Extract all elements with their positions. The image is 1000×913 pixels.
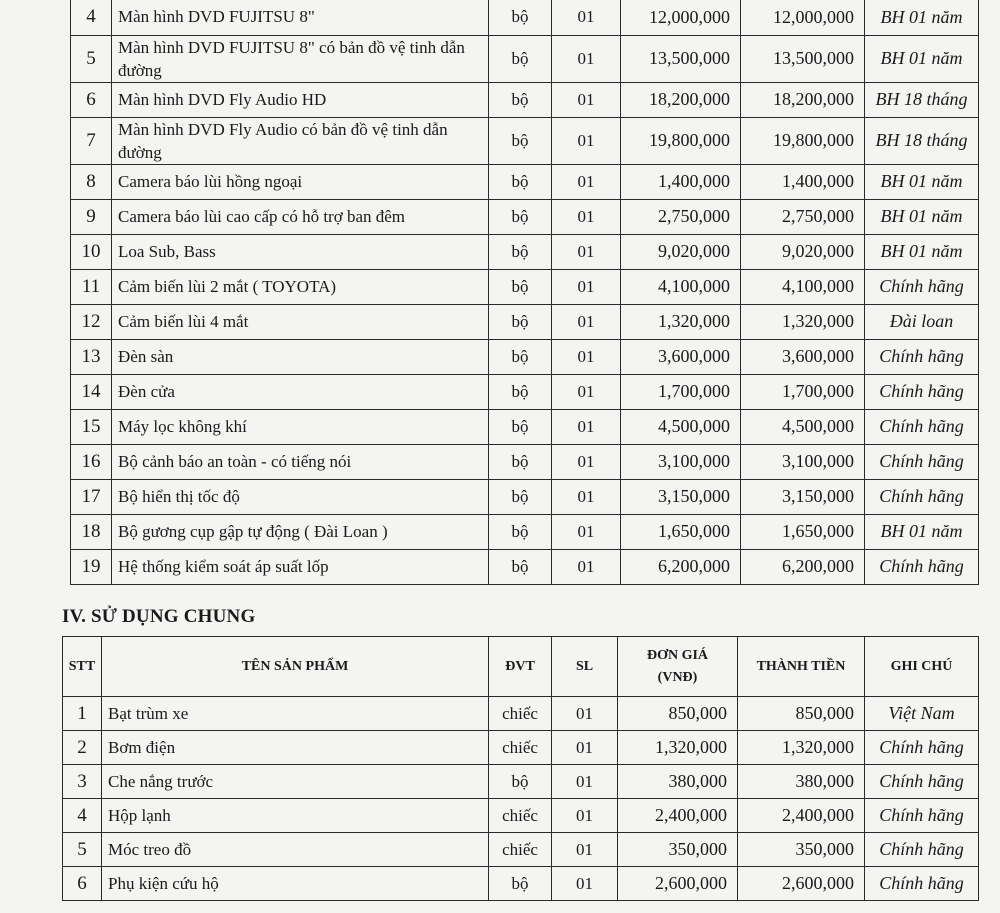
quantity: 01 xyxy=(552,867,618,901)
table-row xyxy=(63,731,979,765)
unit: bộ xyxy=(489,82,552,117)
accessories-table-continued xyxy=(70,0,979,585)
unit-price: 1,650,000 xyxy=(621,514,741,549)
table-row xyxy=(71,234,979,269)
quantity: 01 xyxy=(552,82,621,117)
unit: bộ xyxy=(489,304,552,339)
row-number: 14 xyxy=(71,374,112,409)
quantity: 01 xyxy=(552,444,621,479)
note: Chính hãng xyxy=(865,374,979,409)
note: Chính hãng xyxy=(865,479,979,514)
table-row xyxy=(71,339,979,374)
note: Chính hãng xyxy=(865,409,979,444)
total-price: 2,750,000 xyxy=(741,199,865,234)
table-row xyxy=(71,82,979,117)
total-price: 3,600,000 xyxy=(741,339,865,374)
quantity: 01 xyxy=(552,514,621,549)
table-row xyxy=(71,35,979,82)
row-number: 2 xyxy=(63,731,102,765)
row-number: 4 xyxy=(71,0,112,35)
product-name: Móc treo đồ xyxy=(102,833,489,867)
row-number: 7 xyxy=(71,117,112,164)
unit: bộ xyxy=(489,479,552,514)
quantity: 01 xyxy=(552,374,621,409)
quantity: 01 xyxy=(552,339,621,374)
unit: bộ xyxy=(489,164,552,199)
total-price: 3,150,000 xyxy=(741,479,865,514)
note: Chính hãng xyxy=(865,765,979,799)
quantity: 01 xyxy=(552,697,618,731)
product-name: Bộ cảnh báo an toàn - có tiếng nói xyxy=(112,444,489,479)
unit-price: 6,200,000 xyxy=(621,549,741,584)
unit-price: 3,600,000 xyxy=(621,339,741,374)
row-number: 4 xyxy=(63,799,102,833)
quantity: 01 xyxy=(552,549,621,584)
row-number: 6 xyxy=(63,867,102,901)
note: BH 01 năm xyxy=(865,234,979,269)
unit: bộ xyxy=(489,199,552,234)
product-name: Camera báo lùi hồng ngoại xyxy=(112,164,489,199)
row-number: 9 xyxy=(71,199,112,234)
unit-price: 4,100,000 xyxy=(621,269,741,304)
table-row xyxy=(63,765,979,799)
total-price: 19,800,000 xyxy=(741,117,865,164)
row-number: 13 xyxy=(71,339,112,374)
note: Chính hãng xyxy=(865,269,979,304)
row-number: 12 xyxy=(71,304,112,339)
quantity: 01 xyxy=(552,0,621,35)
table-row xyxy=(71,0,979,35)
unit-price: 9,020,000 xyxy=(621,234,741,269)
header-stt: STT xyxy=(63,637,102,697)
unit-price: 13,500,000 xyxy=(621,35,741,82)
header-unit-price xyxy=(618,637,738,697)
note: BH 18 tháng xyxy=(865,82,979,117)
header-total: THÀNH TIỀN xyxy=(738,637,865,697)
unit: bộ xyxy=(489,269,552,304)
table-row xyxy=(63,697,979,731)
unit: bộ xyxy=(489,234,552,269)
total-price: 380,000 xyxy=(738,765,865,799)
total-price: 1,650,000 xyxy=(741,514,865,549)
total-price: 1,400,000 xyxy=(741,164,865,199)
note: Chính hãng xyxy=(865,444,979,479)
table-row xyxy=(71,514,979,549)
quantity: 01 xyxy=(552,409,621,444)
table-row xyxy=(71,549,979,584)
unit: bộ xyxy=(489,409,552,444)
table-row xyxy=(71,199,979,234)
product-name: Bơm điện xyxy=(102,731,489,765)
unit-price: 850,000 xyxy=(618,697,738,731)
unit-price: 2,600,000 xyxy=(618,867,738,901)
quantity: 01 xyxy=(552,164,621,199)
unit: chiếc xyxy=(489,731,552,765)
quantity: 01 xyxy=(552,117,621,164)
product-name: Màn hình DVD Fly Audio có bản đồ vệ tinh dẫn đường xyxy=(112,117,489,164)
note: Việt Nam xyxy=(865,697,979,731)
header-product-name: TÊN SẢN PHẨM xyxy=(102,637,489,697)
total-price: 1,320,000 xyxy=(741,304,865,339)
table-row xyxy=(63,867,979,901)
note: Chính hãng xyxy=(865,799,979,833)
table-row xyxy=(71,444,979,479)
unit: bộ xyxy=(489,117,552,164)
product-name: Đèn sàn xyxy=(112,339,489,374)
quantity: 01 xyxy=(552,765,618,799)
unit: bộ xyxy=(489,514,552,549)
section-title: IV. SỬ DỤNG CHUNG xyxy=(62,606,256,627)
unit-price: 3,150,000 xyxy=(621,479,741,514)
total-price: 2,400,000 xyxy=(738,799,865,833)
header-note: GHI CHÚ xyxy=(865,637,979,697)
product-name: Máy lọc không khí xyxy=(112,409,489,444)
note: Đài loan xyxy=(865,304,979,339)
unit-price: 12,000,000 xyxy=(621,0,741,35)
unit: bộ xyxy=(489,35,552,82)
product-name: Camera báo lùi cao cấp có hỗ trợ ban đêm xyxy=(112,199,489,234)
table-row xyxy=(63,799,979,833)
row-number: 3 xyxy=(63,765,102,799)
total-price: 1,320,000 xyxy=(738,731,865,765)
product-name: Cảm biến lùi 4 mắt xyxy=(112,304,489,339)
note: BH 01 năm xyxy=(865,0,979,35)
total-price: 4,500,000 xyxy=(741,409,865,444)
product-name: Đèn cửa xyxy=(112,374,489,409)
total-price: 9,020,000 xyxy=(741,234,865,269)
product-name: Hộp lạnh xyxy=(102,799,489,833)
header-unit: ĐVT xyxy=(489,637,552,697)
product-name: Hệ thống kiểm soát áp suất lốp xyxy=(112,549,489,584)
product-name: Màn hình DVD Fly Audio HD xyxy=(112,82,489,117)
total-price: 13,500,000 xyxy=(741,35,865,82)
unit-price: 350,000 xyxy=(618,833,738,867)
row-number: 15 xyxy=(71,409,112,444)
unit-price: 19,800,000 xyxy=(621,117,741,164)
note: BH 01 năm xyxy=(865,164,979,199)
quantity: 01 xyxy=(552,479,621,514)
quantity: 01 xyxy=(552,731,618,765)
unit-price: 2,750,000 xyxy=(621,199,741,234)
total-price: 850,000 xyxy=(738,697,865,731)
header-unit-price-line1: ĐƠN GIÁ xyxy=(646,647,709,663)
product-name: Bạt trùm xe xyxy=(102,697,489,731)
table-row xyxy=(71,164,979,199)
unit-price: 18,200,000 xyxy=(621,82,741,117)
product-name: Màn hình DVD FUJITSU 8" có bản đồ vệ tinh dẫn đường xyxy=(112,35,489,82)
row-number: 6 xyxy=(71,82,112,117)
header-unit-price-line2: (VNĐ) xyxy=(657,669,698,685)
unit-price: 1,700,000 xyxy=(621,374,741,409)
table-row xyxy=(71,374,979,409)
row-number: 8 xyxy=(71,164,112,199)
table-header-row xyxy=(63,637,979,697)
product-name: Cảm biến lùi 2 mắt ( TOYOTA) xyxy=(112,269,489,304)
row-number: 5 xyxy=(71,35,112,82)
product-name: Loa Sub, Bass xyxy=(112,234,489,269)
note: Chính hãng xyxy=(865,339,979,374)
unit: bộ xyxy=(489,339,552,374)
row-number: 11 xyxy=(71,269,112,304)
row-number: 17 xyxy=(71,479,112,514)
total-price: 2,600,000 xyxy=(738,867,865,901)
note: Chính hãng xyxy=(865,549,979,584)
unit: bộ xyxy=(489,374,552,409)
quantity: 01 xyxy=(552,304,621,339)
row-number: 18 xyxy=(71,514,112,549)
unit-price: 1,320,000 xyxy=(618,731,738,765)
unit: chiếc xyxy=(489,799,552,833)
product-name: Phụ kiện cứu hộ xyxy=(102,867,489,901)
unit: bộ xyxy=(489,549,552,584)
note: BH 01 năm xyxy=(865,35,979,82)
unit-price: 380,000 xyxy=(618,765,738,799)
general-use-table xyxy=(62,636,979,901)
total-price: 12,000,000 xyxy=(741,0,865,35)
header-quantity: SL xyxy=(552,637,618,697)
note: BH 01 năm xyxy=(865,199,979,234)
quantity: 01 xyxy=(552,833,618,867)
note: Chính hãng xyxy=(865,731,979,765)
quantity: 01 xyxy=(552,269,621,304)
table-row xyxy=(71,304,979,339)
unit: chiếc xyxy=(489,697,552,731)
note: BH 01 năm xyxy=(865,514,979,549)
row-number: 1 xyxy=(63,697,102,731)
unit-price: 2,400,000 xyxy=(618,799,738,833)
quantity: 01 xyxy=(552,799,618,833)
unit: bộ xyxy=(489,444,552,479)
unit: bộ xyxy=(489,867,552,901)
total-price: 1,700,000 xyxy=(741,374,865,409)
row-number: 16 xyxy=(71,444,112,479)
table-row xyxy=(71,479,979,514)
total-price: 350,000 xyxy=(738,833,865,867)
product-name: Che nắng trước xyxy=(102,765,489,799)
unit: bộ xyxy=(489,0,552,35)
product-name: Bộ gương cụp gập tự động ( Đài Loan ) xyxy=(112,514,489,549)
unit-price: 4,500,000 xyxy=(621,409,741,444)
row-number: 5 xyxy=(63,833,102,867)
unit-price: 1,320,000 xyxy=(621,304,741,339)
table-row xyxy=(71,409,979,444)
unit: bộ xyxy=(489,765,552,799)
total-price: 6,200,000 xyxy=(741,549,865,584)
total-price: 4,100,000 xyxy=(741,269,865,304)
quantity: 01 xyxy=(552,35,621,82)
row-number: 10 xyxy=(71,234,112,269)
note: BH 18 tháng xyxy=(865,117,979,164)
product-name: Màn hình DVD FUJITSU 8" xyxy=(112,0,489,35)
table-row xyxy=(63,833,979,867)
unit-price: 3,100,000 xyxy=(621,444,741,479)
unit: chiếc xyxy=(489,833,552,867)
quantity: 01 xyxy=(552,199,621,234)
note: Chính hãng xyxy=(865,833,979,867)
row-number: 19 xyxy=(71,549,112,584)
table-row xyxy=(71,117,979,164)
quantity: 01 xyxy=(552,234,621,269)
total-price: 3,100,000 xyxy=(741,444,865,479)
unit-price: 1,400,000 xyxy=(621,164,741,199)
note: Chính hãng xyxy=(865,867,979,901)
product-name: Bộ hiển thị tốc độ xyxy=(112,479,489,514)
table-row xyxy=(71,269,979,304)
total-price: 18,200,000 xyxy=(741,82,865,117)
